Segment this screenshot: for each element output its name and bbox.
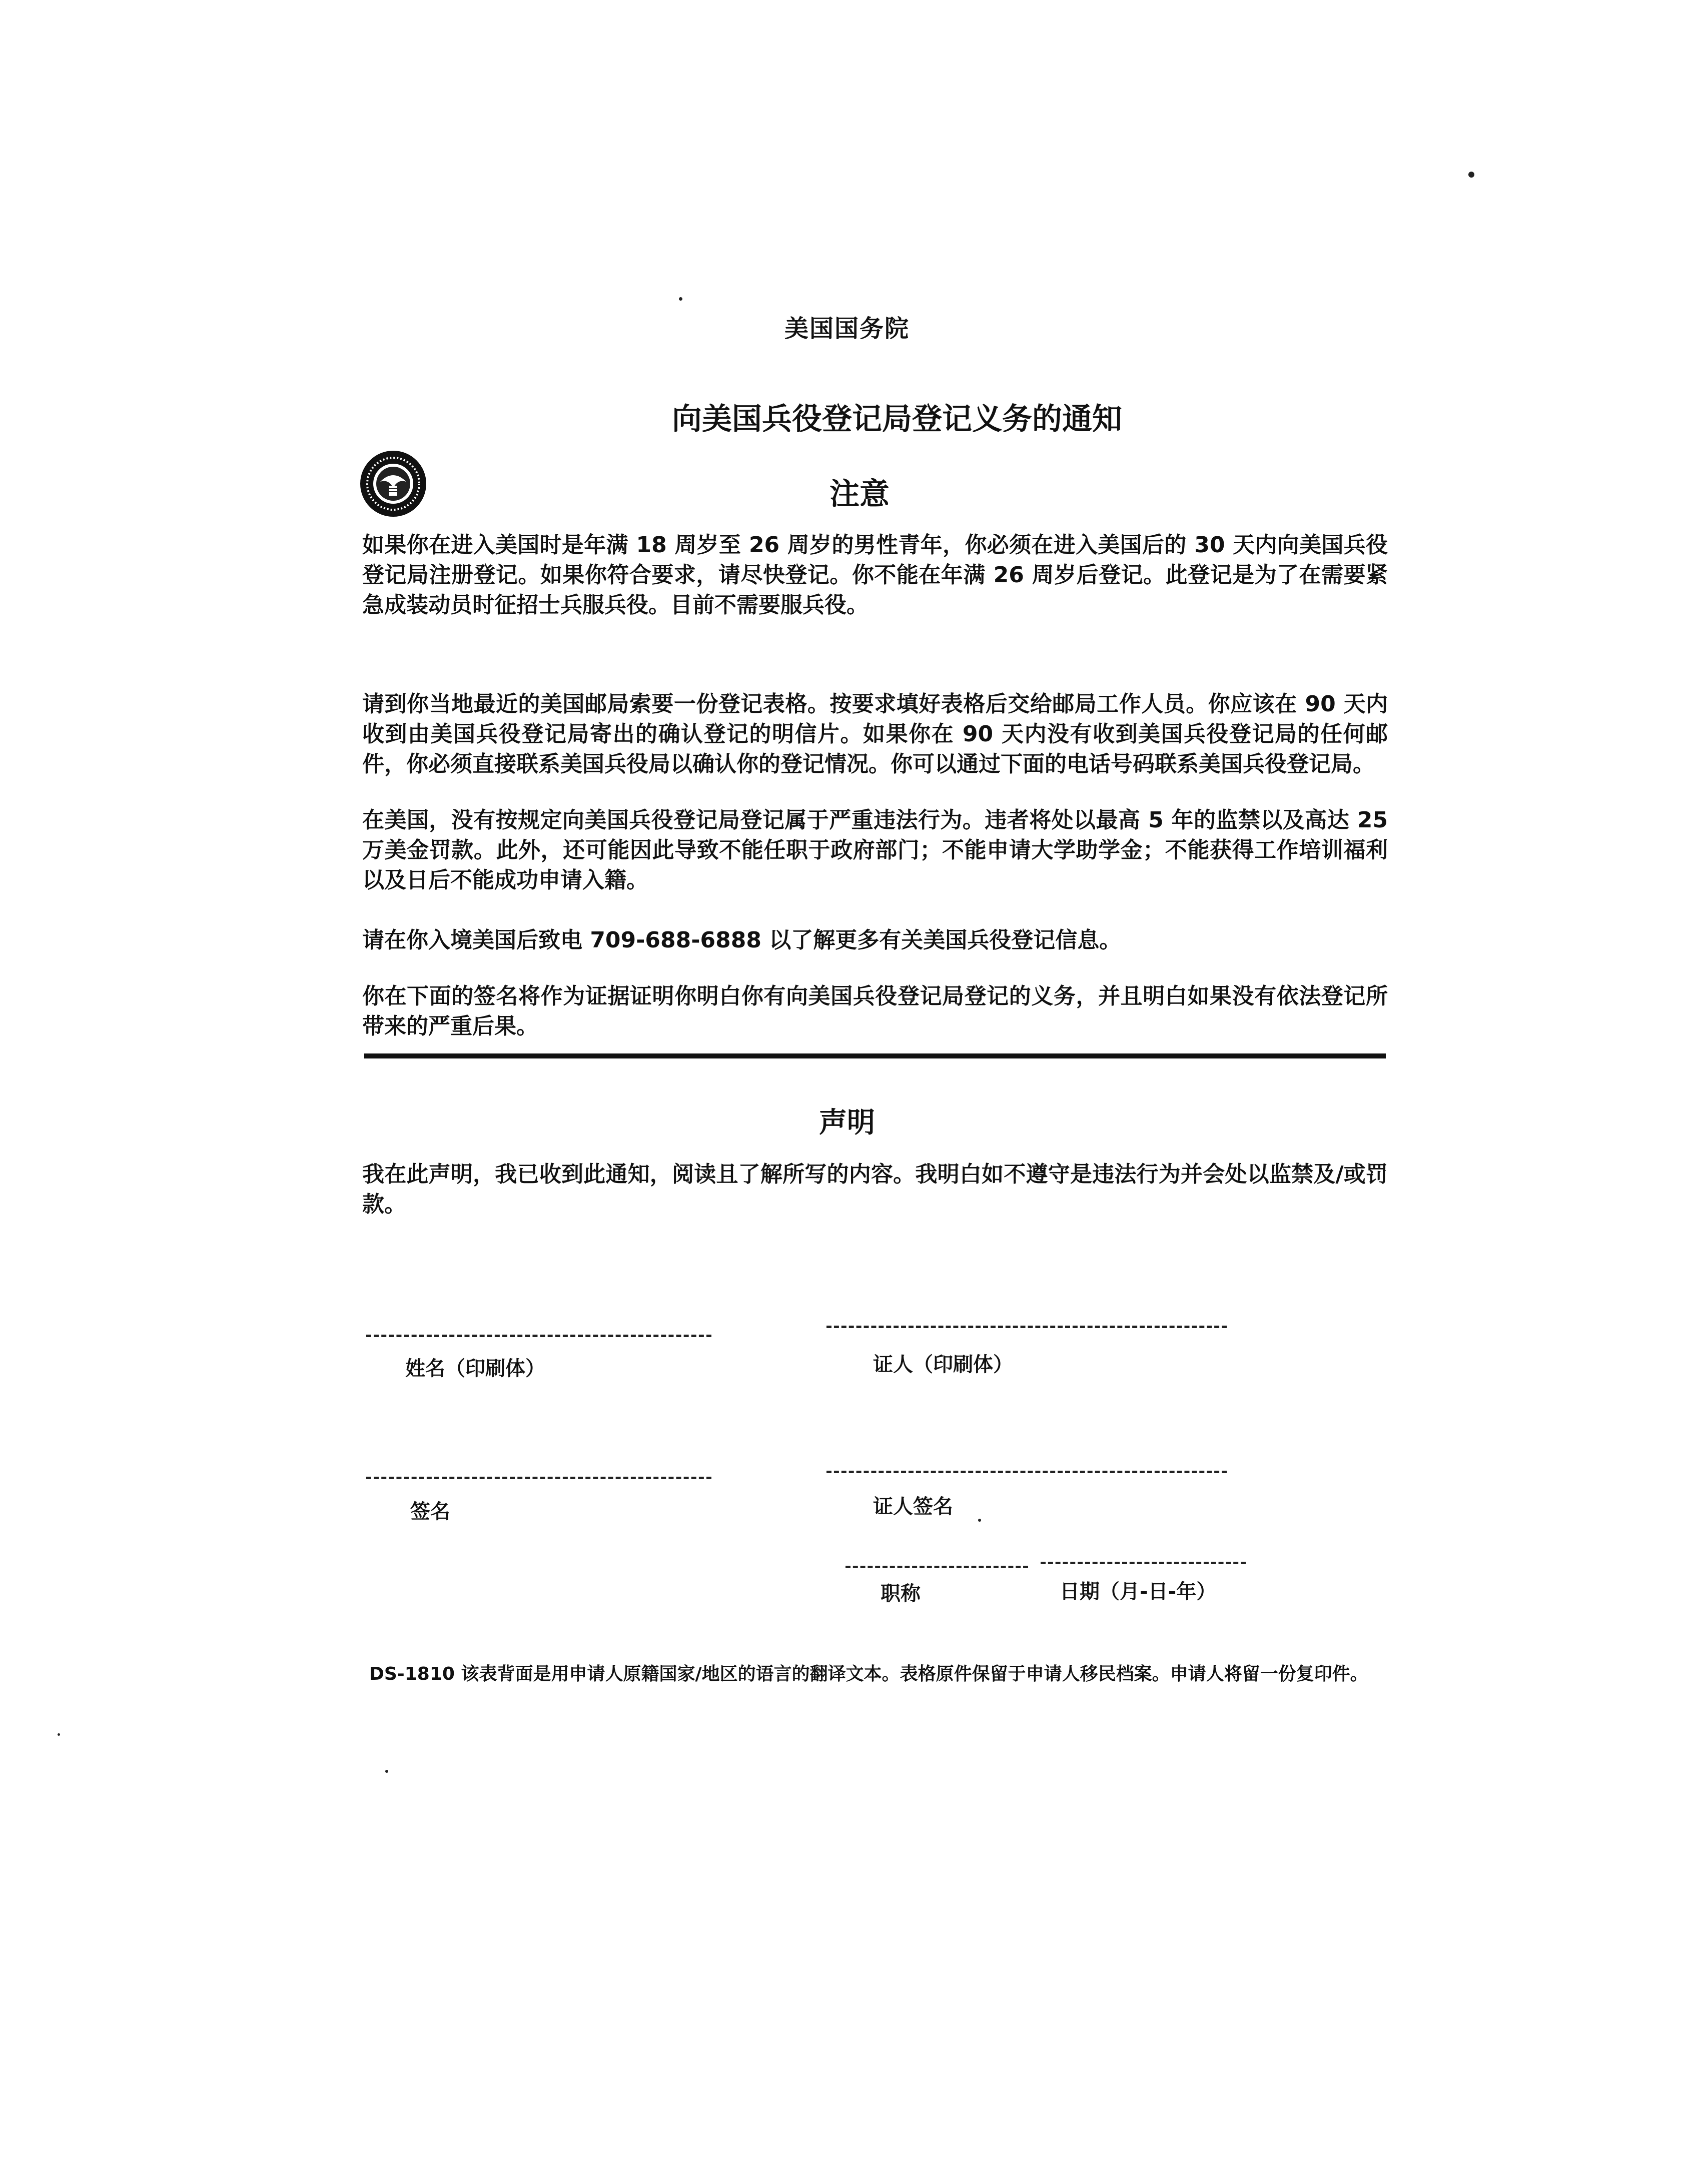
notice-title: 向美国兵役登记局登记义务的通知 [672, 402, 1122, 437]
paragraph-registration-process: 请到你当地最近的美国邮局索要一份登记表格。按要求填好表格后交给邮局工作人员。你应该在 90 天内收到由美国兵役登记局寄出的确认登记的明信片。如果你在 90 天内没有收到美国兵役登记局的任何邮件，你必须直接联系美国兵役局以确认你的登记情况。你可以通过下面的电话号码联系美国兵役登记局。 [362, 691, 1388, 777]
job-title-line[interactable] [845, 1566, 1028, 1568]
name-printed-label: 姓名（印刷体） [405, 1357, 545, 1380]
signature-label: 签名 [410, 1500, 450, 1523]
job-title-label: 职称 [881, 1582, 921, 1605]
witness-signature-label: 证人签名 [873, 1495, 953, 1518]
signature-line[interactable] [366, 1477, 711, 1479]
witness-signature-line[interactable] [826, 1471, 1227, 1473]
scan-speck [385, 1770, 388, 1773]
date-line[interactable] [1041, 1562, 1246, 1564]
paragraph-penalties: 在美国，没有按规定向美国兵役登记局登记属于严重违法行为。违者将处以最高 5 年的监禁以及高达 25 万美金罚款。此外，还可能因此导致不能任职于政府部门；不能申请大学助学金；不能获得工作培训福利以及日后不能成功申请入籍。 [362, 807, 1388, 893]
paragraph-registration-requirement: 如果你在进入美国时是年满 18 周岁至 26 周岁的男性青年，你必须在进入美国后的 30 天内向美国兵役登记局注册登记。如果你符合要求，请尽快登记。你不能在年满 26 周岁后登记。此登记是为了在需要紧急成装动员时征招士兵服兵役。目前不需要服兵役。 [362, 532, 1388, 618]
statement-heading: 声明 [819, 1107, 875, 1139]
section-divider [364, 1053, 1386, 1058]
paragraph-phone-contact: 请在你入境美国后致电 709-688-6888 以了解更多有关美国兵役登记信息。 [362, 927, 1122, 953]
name-printed-line[interactable] [366, 1335, 711, 1337]
scan-speck [679, 297, 682, 301]
witness-printed-line[interactable] [826, 1326, 1227, 1328]
date-label: 日期（月-日-年） [1060, 1580, 1217, 1603]
agency-name: 美国国务院 [784, 315, 910, 343]
attention-heading: 注意 [829, 477, 890, 512]
paragraph-signature-meaning: 你在下面的签名将作为证据证明你明白你有向美国兵役登记局登记的义务，并且明白如果没有依法登记所带来的严重后果。 [362, 983, 1388, 1039]
witness-printed-label: 证人（印刷体） [873, 1353, 1013, 1376]
declaration-text: 我在此声明，我已收到此通知，阅读且了解所写的内容。我明白如不遵守是违法行为并会处以监禁及/或罚款。 [362, 1162, 1388, 1217]
scan-speck [1468, 172, 1474, 178]
form-footer-note: DS-1810 该表背面是用申请人原籍国家/地区的语言的翻译文本。表格原件保留于申请人移民档案。申请人将留一份复印件。 [369, 1664, 1368, 1684]
scan-speck [58, 1733, 60, 1736]
scan-speck [978, 1519, 981, 1522]
